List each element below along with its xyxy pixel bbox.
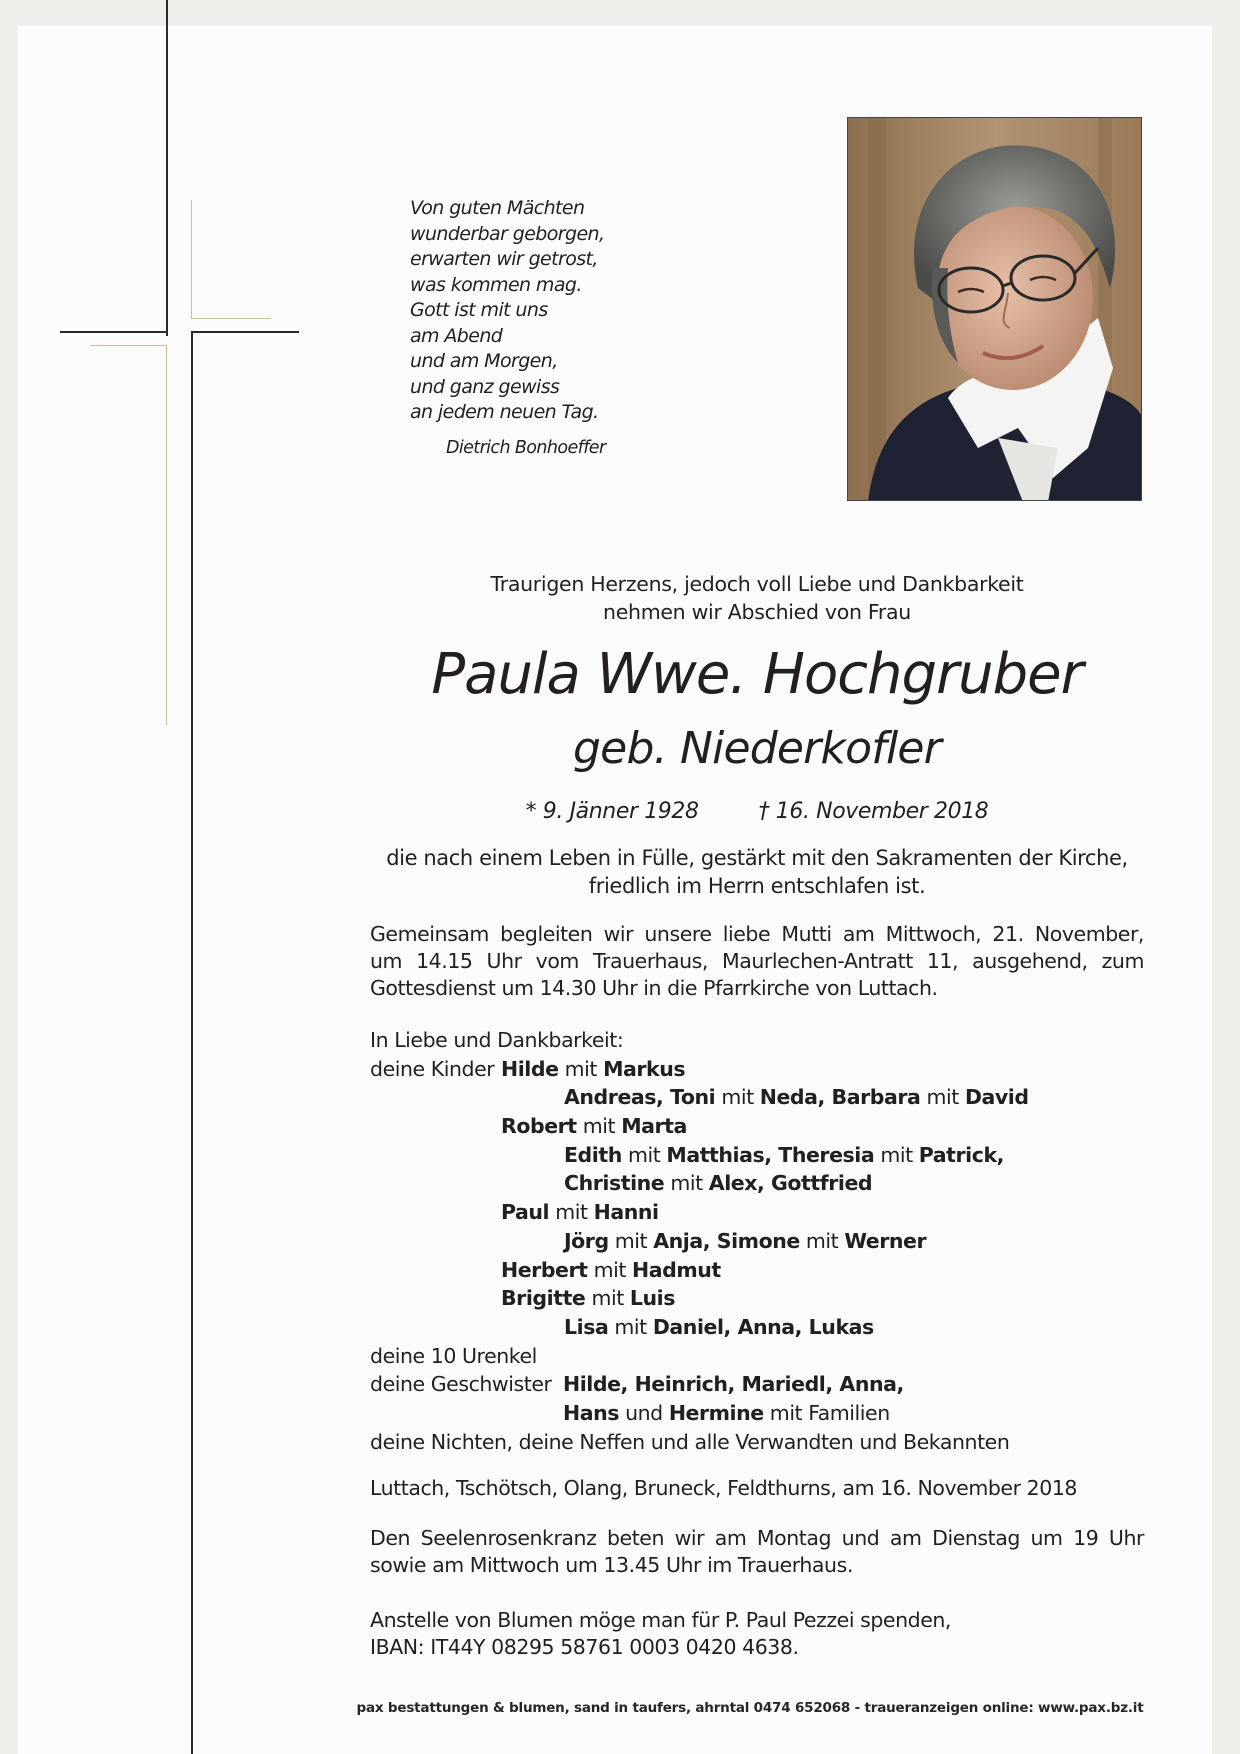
family-list: In Liebe und Dankbarkeit: deine Kinder Hilde mit Markus Andreas, Toni mit Neda, Barbara mit David Robert mit Marta Edith mit Matthias, Theresia mit Patrick, Christine mit Alex, Gottfried Paul mit Hanni Jörg mit Anja, Simone mit Werner Herbert mit Hadmut Brigitte mit Luis Lisa mit Daniel, Anna, Lukas deine 10 Urenkel deine Geschwister Hilde, Heinrich, Mariedl, Anna, Hans und Hermine mit Familien deine Nichten, deine Neffen und alle Verwandten und Bekannten: [370, 1026, 1144, 1456]
quote-block: [410, 196, 710, 461]
quote-line: was kommen mag.: [410, 273, 582, 296]
portrait-photo: [847, 117, 1142, 501]
rosary-line: sowie am Mittwoch um 13.45 Uhr im Trauerhaus.: [370, 1553, 853, 1577]
birth-date: * 9. Jänner 1928: [525, 799, 699, 824]
donation-line: Anstelle von Blumen möge man für P. Paul Pezzei spenden,: [370, 1608, 951, 1632]
birth-name: geb. Niederkofler: [573, 723, 941, 774]
rosary-info: [370, 1525, 1144, 1579]
family-heading: In Liebe und Dankbarkeit:: [370, 1028, 624, 1052]
funeral-info: [370, 921, 1144, 1002]
donation-info: [370, 1607, 1144, 1661]
funeral-line: Gemeinsam begleiten wir unsere liebe Mutti am Mittwoch, 21. November,: [370, 922, 1144, 946]
quote-line: Von guten Mächten: [410, 197, 585, 219]
intro-line: nehmen wir Abschied von Frau: [603, 600, 911, 624]
iban-line: IBAN: IT44Y 08295 58761 0003 0420 4638.: [370, 1635, 799, 1659]
quote-line: erwarten wir getrost,: [410, 248, 598, 270]
funeral-line: um 14.15 Uhr vom Trauerhaus, Maurlechen-Antratt 11, ausgehend, zum: [370, 949, 1144, 973]
quote-line: und am Morgen,: [410, 350, 558, 372]
quote-line: wunderbar geborgen,: [410, 222, 605, 245]
rosary-line: Den Seelenrosenkranz beten wir am Montag und am Dienstag um 19 Uhr: [370, 1526, 1144, 1550]
intro-line: Traurigen Herzens, jedoch voll Liebe und Dankbarkeit: [490, 572, 1024, 596]
passed-line: die nach einem Leben in Fülle, gestärkt mit den Sakramenten der Kirche,: [386, 846, 1128, 870]
children-label: deine Kinder: [370, 1056, 495, 1081]
intro-text: [370, 570, 1144, 626]
death-date: † 16. November 2018: [758, 799, 989, 824]
passed-line: friedlich im Herrn entschlafen ist.: [588, 874, 926, 898]
quote-line: am Abend: [410, 324, 503, 347]
relatives: deine Nichten, deine Neffen und alle Verwandten und Bekannten: [370, 1429, 1010, 1454]
quote-author: Dietrich Bonhoeffer: [446, 437, 606, 458]
quote-line: an jedem neuen Tag.: [410, 401, 599, 423]
deceased-name: Paula Wwe. Hochgruber: [431, 642, 1083, 707]
footer: pax bestattungen & blumen, sand in taufers, ahrntal 0474 652068 - traueranzeigen online: www.pax.bz.it: [356, 1700, 1144, 1716]
life-dates: [370, 797, 1144, 827]
passed-text: [370, 844, 1144, 900]
quote-line: Gott ist mit uns: [410, 299, 548, 321]
great-grandchildren: deine 10 Urenkel: [370, 1343, 537, 1368]
funeral-line: Gottesdienst um 14.30 Uhr in die Pfarrkirche von Luttach.: [370, 976, 938, 1000]
siblings-label: deine Geschwister: [370, 1372, 552, 1397]
place-date: Luttach, Tschötsch, Olang, Bruneck, Feldthurns, am 16. November 2018: [370, 1476, 1077, 1500]
quote-line: und ganz gewiss: [410, 375, 560, 398]
